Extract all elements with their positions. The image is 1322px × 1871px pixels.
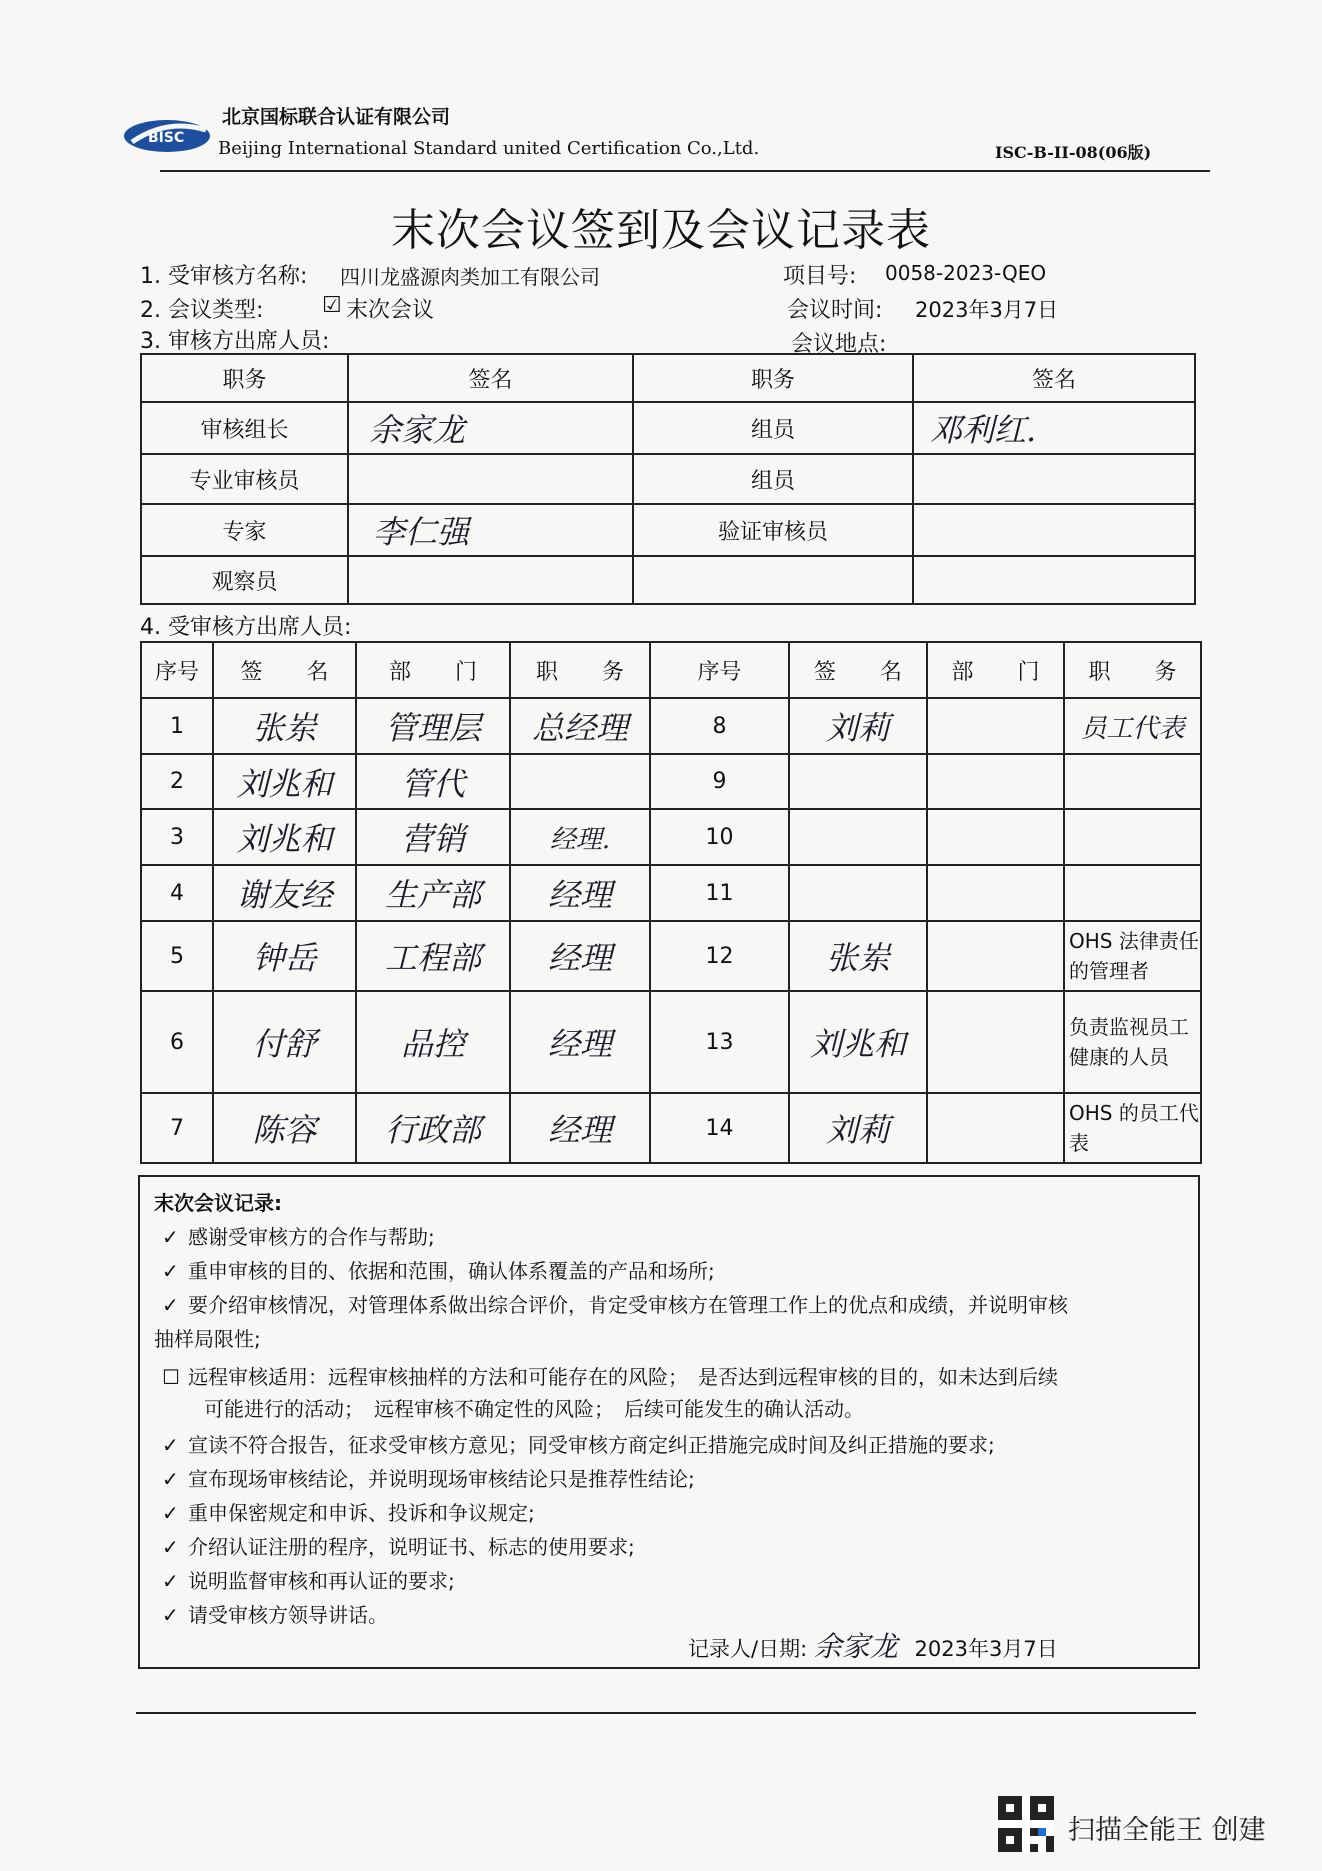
record-item-text: 感谢受审核方的合作与帮助; [188, 1225, 435, 1249]
role-cell: 组员 [633, 454, 913, 504]
position-cell [1064, 809, 1201, 865]
row-number: 11 [650, 865, 789, 921]
meeting-record-box [138, 1175, 1200, 1669]
row-number: 13 [650, 991, 789, 1093]
record-item-text: 重申保密规定和申诉、投诉和争议规定; [188, 1501, 535, 1525]
company-logo [122, 112, 212, 156]
handwritten-signature: 钟岳 [252, 939, 317, 977]
position-cell [1064, 865, 1201, 921]
check-mark-icon: ✓ [162, 1259, 179, 1283]
record-item [162, 1221, 435, 1250]
position-cell [510, 698, 650, 754]
signature-cell [789, 754, 927, 809]
handwritten-text: 品控 [400, 1025, 465, 1063]
signature-cell [213, 754, 356, 809]
record-item [162, 1565, 455, 1594]
role-cell: 观察员 [141, 556, 348, 604]
signature-cell [789, 1093, 927, 1163]
check-mark-icon: ✓ [162, 1569, 179, 1593]
handwritten-text: 经理 [547, 939, 612, 977]
handwritten-signature: 邓利红. [930, 411, 1037, 449]
table-row [141, 1093, 1201, 1163]
meeting-place-label: 会议地点: [791, 332, 887, 357]
row-number: 5 [141, 921, 213, 991]
record-item [162, 1599, 388, 1628]
signature-cell [913, 454, 1195, 504]
signature-cell [213, 865, 356, 921]
row-number: 7 [141, 1093, 213, 1163]
role-cell: 组员 [633, 402, 913, 454]
check-mark-icon: ✓ [162, 1433, 179, 1457]
record-item [162, 1531, 635, 1560]
table-row [141, 991, 1201, 1093]
record-item-text: 宣读不符合报告，征求受审核方意见；同受审核方商定纠正措施完成时间及纠正措施的要求; [188, 1433, 995, 1457]
department-cell [356, 1093, 510, 1163]
record-item [162, 1463, 695, 1492]
signature-cell [789, 921, 927, 991]
handwritten-signature: 谢友经 [236, 876, 333, 914]
row-number: 9 [650, 754, 789, 809]
bottom-divider [136, 1712, 1196, 1714]
department-cell [356, 865, 510, 921]
audit-team-table [140, 353, 1196, 605]
audit-staff-label: 3. 审核方出席人员: [140, 329, 330, 354]
signature-cell [348, 454, 633, 504]
signature-cell [913, 504, 1195, 556]
position-cell [1064, 698, 1201, 754]
column-header: 职务 [141, 354, 348, 402]
table-row [141, 921, 1201, 991]
department-cell [927, 754, 1064, 809]
handwritten-signature: 李仁强 [373, 513, 470, 551]
meeting-type-label: 2. 会议类型: [140, 298, 264, 323]
handwritten-text: 经理. [549, 824, 611, 855]
role-cell: 专业审核员 [141, 454, 348, 504]
check-mark-icon: ✓ [162, 1501, 179, 1525]
check-mark-icon: ✓ [162, 1467, 179, 1491]
handwritten-signature: 陈容 [252, 1111, 317, 1149]
check-mark-icon: ✓ [162, 1535, 179, 1559]
position-cell [510, 865, 650, 921]
signature-cell [789, 809, 927, 865]
form-title: 末次会议签到及会议记录表 [391, 205, 931, 256]
handwritten-signature: 付舒 [252, 1025, 317, 1063]
column-header: 部 门 [356, 642, 510, 698]
record-item [162, 1497, 535, 1526]
signature-cell [213, 809, 356, 865]
check-mark-icon: ✓ [162, 1225, 179, 1249]
record-item-text: 重申审核的目的、依据和范围，确认体系覆盖的产品和场所; [188, 1259, 715, 1283]
table-row [141, 454, 1195, 504]
auditee-name-label: 1. 受审核方名称: [140, 264, 308, 289]
checkbox-empty-icon: ☐ [162, 1365, 180, 1389]
table-row [141, 698, 1201, 754]
record-item [162, 1255, 715, 1284]
row-number: 6 [141, 991, 213, 1093]
handwritten-signature: 张岽 [825, 939, 890, 977]
handwritten-text: 管代 [400, 764, 465, 803]
table-row [141, 809, 1201, 865]
record-item-text: 介绍认证注册的程序，说明证书、标志的使用要求; [188, 1535, 635, 1559]
handwritten-signature: 余家龙 [369, 411, 466, 449]
auditee-name-value: 四川龙盛源肉类加工有限公司 [340, 265, 600, 289]
signature-cell [913, 402, 1195, 454]
meeting-type-value: 末次会议 [346, 298, 435, 323]
record-item-continuation: 抽样局限性; [154, 1327, 261, 1351]
record-item [162, 1289, 1068, 1318]
role-cell: 审核组长 [141, 402, 348, 454]
position-cell [510, 754, 650, 809]
handwritten-text: 经理 [547, 1111, 612, 1149]
role-cell [633, 556, 913, 604]
auditee-staff-label: 4. 受审核方出席人员: [140, 615, 352, 640]
position-cell [510, 991, 650, 1093]
table-header-row [141, 354, 1195, 402]
department-cell [927, 698, 1064, 754]
signature-cell [789, 698, 927, 754]
signature-cell [348, 402, 633, 454]
column-header: 序号 [650, 642, 789, 698]
handwritten-text: 工程部 [384, 939, 481, 977]
handwritten-signature: 刘兆和 [236, 764, 333, 803]
recorder-label: 记录人/日期: [688, 1637, 808, 1661]
handwritten-text: 行政部 [384, 1111, 481, 1149]
handwritten-text: 生产部 [384, 876, 481, 914]
column-header: 签名 [913, 354, 1195, 402]
table-header-row [141, 642, 1201, 698]
document-code: ISC-B-II-08(06版) [995, 143, 1152, 162]
department-cell [927, 921, 1064, 991]
handwritten-signature: 余家龙 [813, 1630, 898, 1663]
meeting-time-value: 2023年3月7日 [915, 298, 1059, 322]
record-item-text: 说明监督审核和再认证的要求; [188, 1569, 455, 1593]
project-number-value: 0058-2023-QEO [885, 261, 1047, 285]
header-divider [160, 170, 1210, 172]
handwritten-signature: 刘莉 [825, 709, 890, 747]
handwritten-signature: 刘兆和 [809, 1025, 906, 1063]
signature-cell [789, 991, 927, 1093]
row-number: 1 [141, 698, 213, 754]
signature-cell [913, 556, 1195, 604]
meeting-type-checkbox: ☑ [322, 293, 342, 318]
column-header: 签 名 [213, 642, 356, 698]
project-number-label: 项目号: [783, 264, 857, 289]
role-cell: 验证审核员 [633, 504, 913, 556]
role-cell: 专家 [141, 504, 348, 556]
recorder-line [688, 1625, 1058, 1665]
record-item-text: 远程审核适用：远程审核抽样的方法和可能存在的风险； 是否达到远程审核的目的，如未达到后续 [188, 1365, 1058, 1389]
handwritten-text: 员工代表 [1080, 713, 1185, 744]
handwritten-signature: 张岽 [252, 709, 317, 747]
scanner-watermark: 扫描全能王 创建 [1068, 1815, 1266, 1846]
handwritten-signature: 刘莉 [825, 1111, 890, 1149]
column-header: 签名 [348, 354, 633, 402]
department-cell [927, 865, 1064, 921]
department-cell [356, 698, 510, 754]
position-cell [1064, 754, 1201, 809]
company-name-cn: 北京国标联合认证有限公司 [222, 106, 451, 128]
table-row [141, 865, 1201, 921]
handwritten-text: 经理 [547, 876, 612, 914]
column-header: 签 名 [789, 642, 927, 698]
department-cell [356, 809, 510, 865]
department-cell [356, 921, 510, 991]
position-cell: OHS 法律责任的管理者 [1064, 921, 1201, 991]
table-row [141, 504, 1195, 556]
department-cell [927, 1093, 1064, 1163]
department-cell [927, 809, 1064, 865]
position-cell [510, 809, 650, 865]
signature-cell [213, 921, 356, 991]
row-number: 10 [650, 809, 789, 865]
signature-cell [213, 1093, 356, 1163]
signature-cell [348, 504, 633, 556]
check-mark-icon: ✓ [162, 1293, 179, 1317]
handwritten-text: 管理层 [384, 709, 481, 747]
qr-code-icon [998, 1796, 1054, 1852]
column-header: 职 务 [510, 642, 650, 698]
auditee-attendee-table [140, 641, 1202, 1164]
table-row [141, 556, 1195, 604]
table-row [141, 402, 1195, 454]
position-cell [510, 1093, 650, 1163]
column-header: 部 门 [927, 642, 1064, 698]
handwritten-text: 营销 [400, 820, 465, 858]
position-cell [510, 921, 650, 991]
row-number: 3 [141, 809, 213, 865]
row-number: 2 [141, 754, 213, 809]
record-item [162, 1361, 1058, 1390]
record-item-text: 请受审核方领导讲话。 [188, 1603, 388, 1627]
row-number: 8 [650, 698, 789, 754]
record-item-continuation: 可能进行的活动； 远程审核不确定性的风险； 后续可能发生的确认活动。 [204, 1397, 864, 1421]
company-name-en: Beijing International Standard united Certification Co.,Ltd. [218, 138, 760, 159]
department-cell [356, 754, 510, 809]
signature-cell [213, 698, 356, 754]
handwritten-text: 总经理 [531, 709, 628, 747]
handwritten-text: 经理 [547, 1025, 612, 1063]
position-cell: 负责监视员工健康的人员 [1064, 991, 1201, 1093]
column-header: 职务 [633, 354, 913, 402]
record-item-text: 要介绍审核情况，对管理体系做出综合评价，肯定受审核方在管理工作上的优点和成绩，并说明审核 [188, 1293, 1068, 1317]
position-cell: OHS 的员工代表 [1064, 1093, 1201, 1163]
check-mark-icon: ✓ [162, 1603, 179, 1627]
department-cell [356, 991, 510, 1093]
recorder-date: 2023年3月7日 [914, 1637, 1058, 1661]
record-item-text: 宣布现场审核结论，并说明现场审核结论只是推荐性结论; [188, 1467, 695, 1491]
column-header: 职 务 [1064, 642, 1201, 698]
row-number: 14 [650, 1093, 789, 1163]
table-row [141, 754, 1201, 809]
row-number: 4 [141, 865, 213, 921]
row-number: 12 [650, 921, 789, 991]
logo-text: BISC [148, 130, 185, 146]
department-cell [927, 991, 1064, 1093]
signature-cell [789, 865, 927, 921]
signature-cell [213, 991, 356, 1093]
signature-cell [348, 556, 633, 604]
record-title: 末次会议记录: [154, 1191, 282, 1215]
record-item [162, 1429, 995, 1458]
handwritten-signature: 刘兆和 [236, 820, 333, 858]
column-header: 序号 [141, 642, 213, 698]
meeting-time-label: 会议时间: [787, 298, 883, 323]
